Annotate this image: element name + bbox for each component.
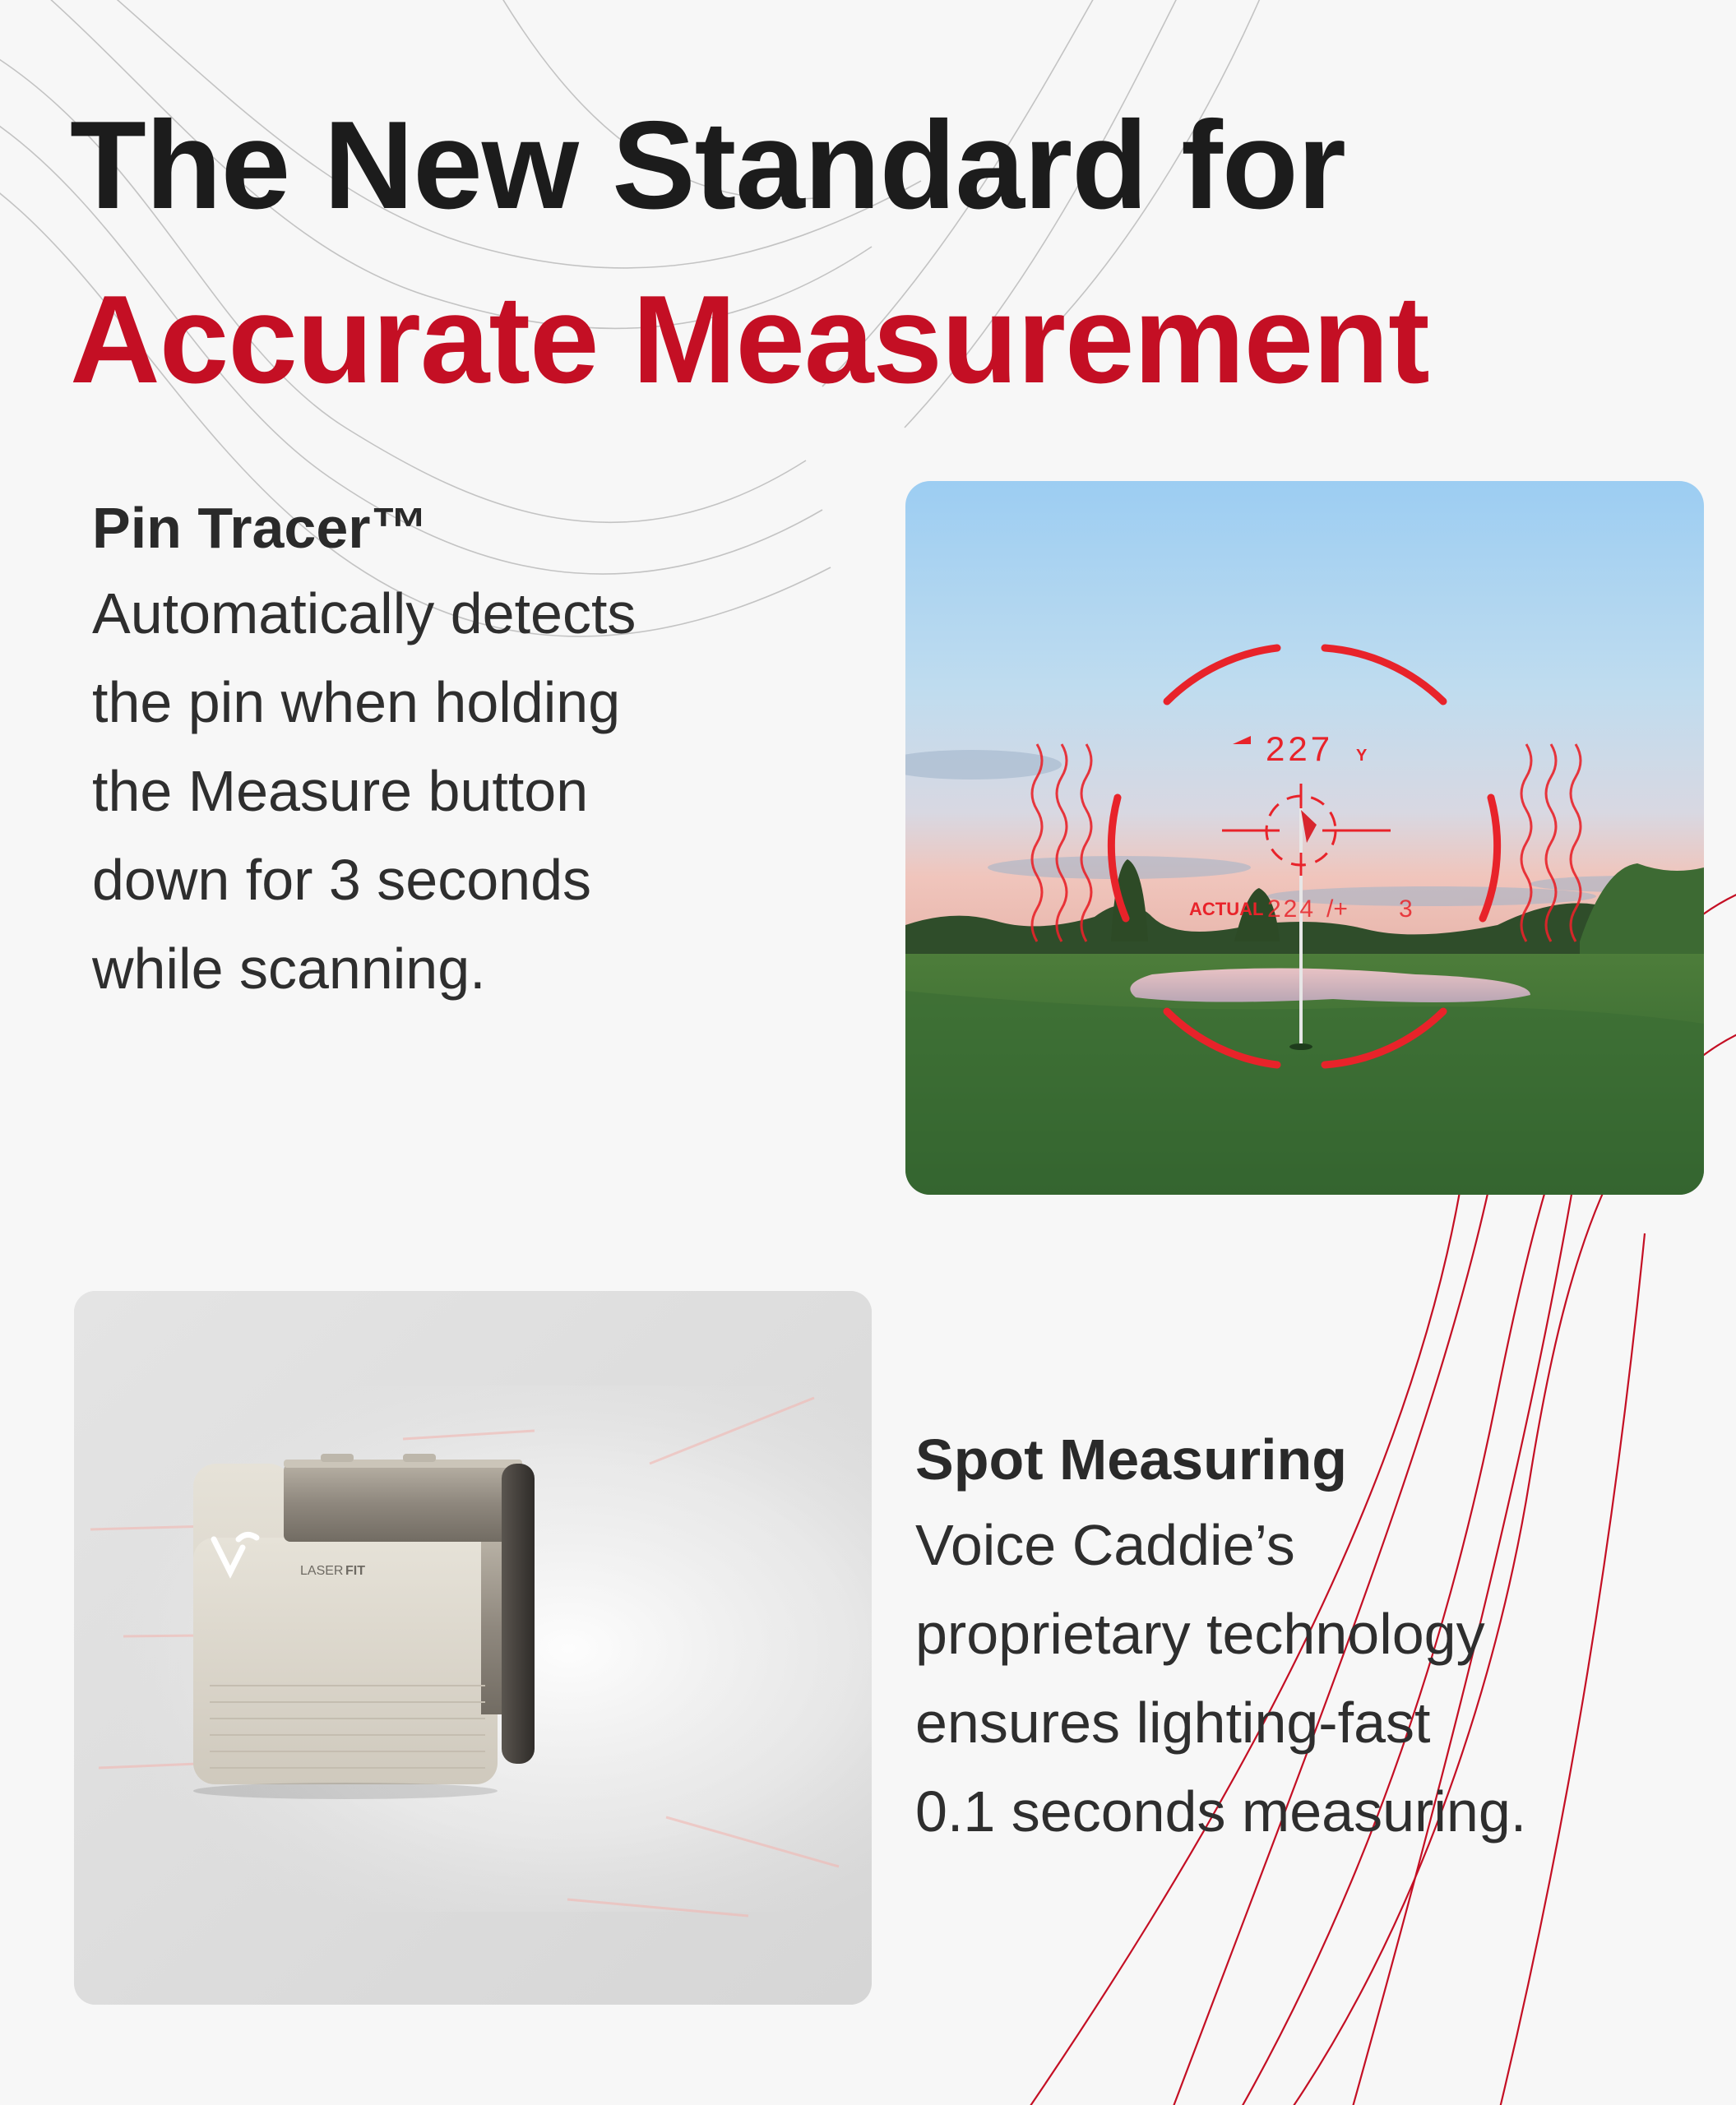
device-button: [321, 1454, 354, 1462]
device-illustration: [74, 1291, 872, 2005]
headline-line-1: The New Standard for: [70, 95, 1345, 235]
feature-line: 0.1 seconds measuring.: [915, 1779, 1527, 1844]
device-brand-prefix: LASER: [300, 1564, 344, 1578]
lens-icon: [502, 1464, 535, 1764]
feature-line: the pin when holding: [92, 670, 621, 734]
feature-description: [915, 1501, 1705, 1856]
feature-description: [92, 569, 832, 1013]
feature-line: down for 3 seconds: [92, 848, 592, 912]
feature-line: while scanning.: [92, 937, 486, 1001]
elevation-value: 3: [1399, 895, 1413, 923]
headline: [70, 78, 1429, 427]
feature-line: ensures lighting-fast: [915, 1691, 1431, 1755]
golf-course-scene: [905, 481, 1704, 1195]
device-brand-name: FIT: [345, 1564, 365, 1578]
feature-spot-measuring: [915, 1418, 1705, 1856]
actual-label: ACTUAL: [1189, 899, 1264, 919]
laser-fit-device-image: [74, 1291, 872, 2005]
feature-line: the Measure button: [92, 759, 589, 823]
elevation-sign: /+: [1326, 895, 1348, 923]
feature-title: Spot Measuring: [915, 1427, 1348, 1492]
device-button: [403, 1454, 436, 1462]
rangefinder-viewfinder-photo: [905, 481, 1704, 1195]
slope-distance: 227: [1266, 729, 1334, 768]
feature-title: Pin Tracer™: [92, 496, 428, 560]
distance-unit: Y: [1356, 747, 1368, 765]
feature-line: Voice Caddie’s: [915, 1513, 1295, 1577]
actual-distance: 224: [1267, 895, 1317, 923]
feature-line: Automatically detects: [92, 581, 637, 645]
headline-line-2: Accurate Measurement: [70, 270, 1429, 409]
feature-pin-tracer: [92, 487, 832, 1013]
feature-line: proprietary technology: [915, 1602, 1485, 1666]
